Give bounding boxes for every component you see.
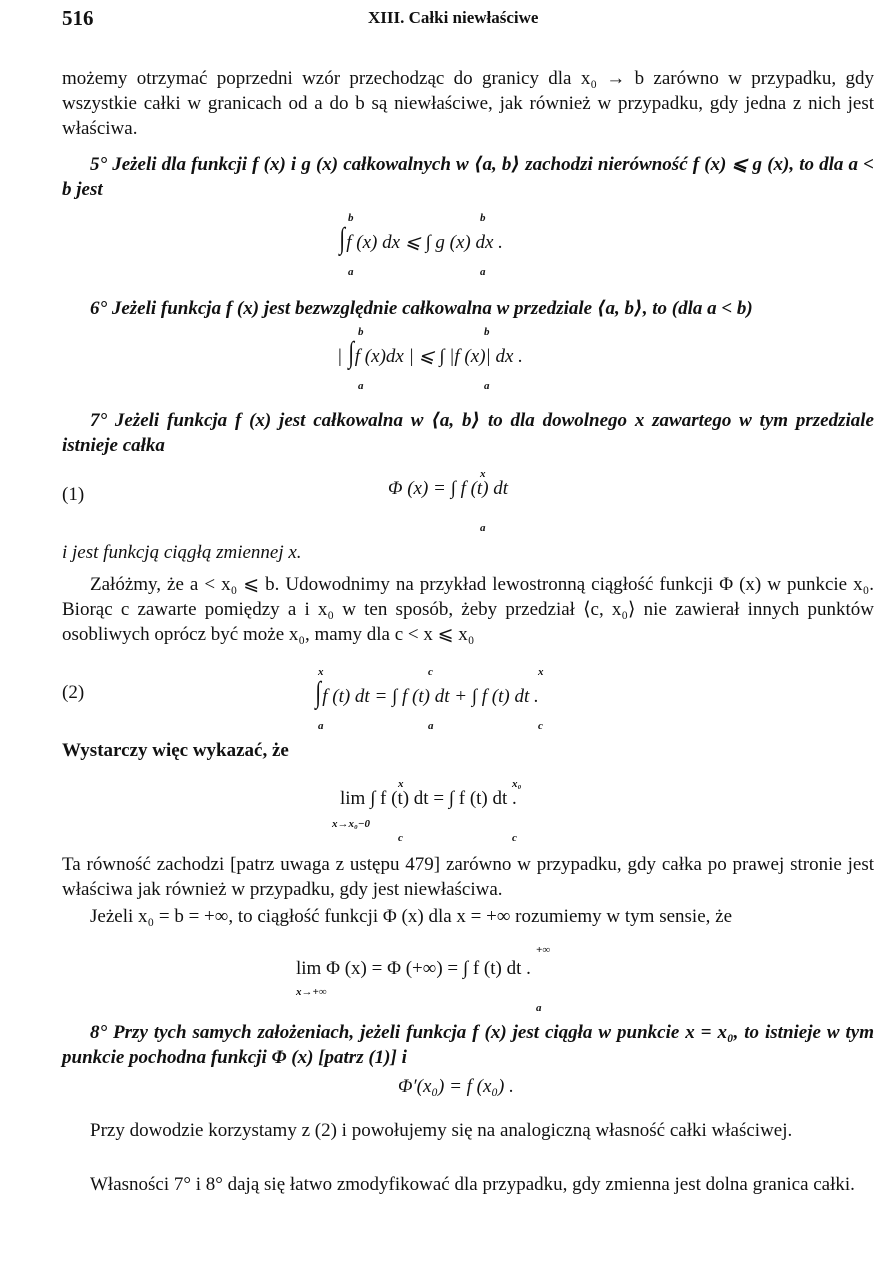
equation-7: Φ′(x₀) = f (x₀) . [398, 1076, 514, 1097]
equation-4: +∞ a lim Φ (x) = Φ (+∞) = ∫ f (t) dt . x→+∞ [296, 944, 551, 1014]
equation-1: x a Φ (x) = ∫ f (t) dt [388, 468, 509, 534]
equation-1-label: (1) [62, 484, 85, 505]
paragraph-proof: Załóżmy, że a < x₀ ⩽ b. Udowodnimy na przykład lewostronną ciągłość funkcji Φ (x) w punkcie x₀. Biorąc c zawarte pomiędzy a i x₀ w ten sposób, żeby przedział ⟨c, x₀⟩ nie zawierał innych punktów osobliwych oprócz być może x₀, mamy dla c < x ⩽ x₀ [62, 574, 874, 645]
equation-6: b a | ∫f (x)dx | ⩽ ∫ |f (x)| dx . b a [338, 326, 523, 392]
equation-3-subscript: x→x₀−0 [332, 818, 371, 830]
equation-4-subscript: x→+∞ [296, 986, 327, 998]
paragraph-proof-8: Przy dowodzie korzystamy z (2) i powołujemy się na analogiczną własność całki właściwej. [90, 1120, 793, 1141]
paragraph-continuation: możemy otrzymać poprzedni wzór przechodząc do granicy dla x₀ → b zarówno w przypadku, gdy wszystkie całki w granicach od a do b są niewłaściwe, jak również w przypadku, gdy jedna z nich jest właściwa. [62, 68, 874, 139]
paragraph-remark: Ta równość zachodzi [patrz uwaga z ustępu 479] zarówno w przypadku, gdy całka po prawej stronie jest właściwa jak również w przypadku, gdy jest niewłaściwa. [62, 854, 874, 900]
page-number: 516 [62, 6, 94, 30]
property-7: 7° Jeżeli funkcja f (x) jest całkowalna w ⟨a, b⟩ to dla dowolnego x zawartego w tym przedziale istnieje całka [62, 410, 874, 456]
equation-5: b a ∫f (x) dx ⩽ ∫ g (x) dx . b a [339, 212, 503, 278]
property-5: 5° Jeżeli dla funkcji f (x) i g (x) całkowalnych w ⟨a, b⟩ zachodzi nierówność f (x) ⩽ g (x), to dla a < b jest [62, 154, 874, 200]
property-8: 8° Przy tych samych założeniach, jeżeli funkcja f (x) jest ciągła w punkcie x = x₀, to istnieje w tym punkcie pochodna funkcji Φ (x) [patrz (1)] i [62, 1022, 874, 1068]
paragraph-closing: Własności 7° i 8° dają się łatwo zmodyfikować dla przypadku, gdy zmienna jest dolna granica całki. [90, 1174, 855, 1195]
property-6: 6° Jeżeli funkcja f (x) jest bezwzględnie całkowalna w przedziale ⟨a, b⟩, to (dla a < b) [90, 298, 753, 319]
equation-2-text: f (t) dt = ∫ f (t) dt + ∫ f (t) dt . [322, 686, 539, 707]
running-title: XIII. Całki niewłaściwe [368, 8, 539, 27]
paragraph-suffices: Wystarczy więc wykazać, że [62, 740, 289, 761]
equation-4-text: lim Φ (x) = Φ (+∞) = ∫ f (t) dt . [296, 958, 531, 979]
equation-1-text: Φ (x) = ∫ f (t) dt [388, 478, 509, 499]
equation-2: x a c a x c ∫f (t) dt = ∫ f (t) dt + ∫ f (t) dt . [315, 666, 544, 732]
property-7-continuation: i jest funkcją ciągłą zmiennej x. [62, 542, 302, 563]
equation-3: x c x₀ c lim ∫ f (t) dt = ∫ f (t) dt . x→x₀−0 [332, 778, 522, 844]
equation-5-text: f (x) dx ⩽ ∫ g (x) dx . [346, 232, 503, 253]
equation-6-text: f (x)dx | ⩽ ∫ |f (x)| dx . [354, 346, 523, 367]
paragraph-infinity: Jeżeli x₀ = b = +∞, to ciągłość funkcji Φ (x) dla x = +∞ rozumiemy w tym sensie, że [90, 906, 733, 927]
equation-3-text: lim ∫ f (t) dt = ∫ f (t) dt . [340, 788, 517, 809]
equation-2-label: (2) [62, 682, 85, 703]
